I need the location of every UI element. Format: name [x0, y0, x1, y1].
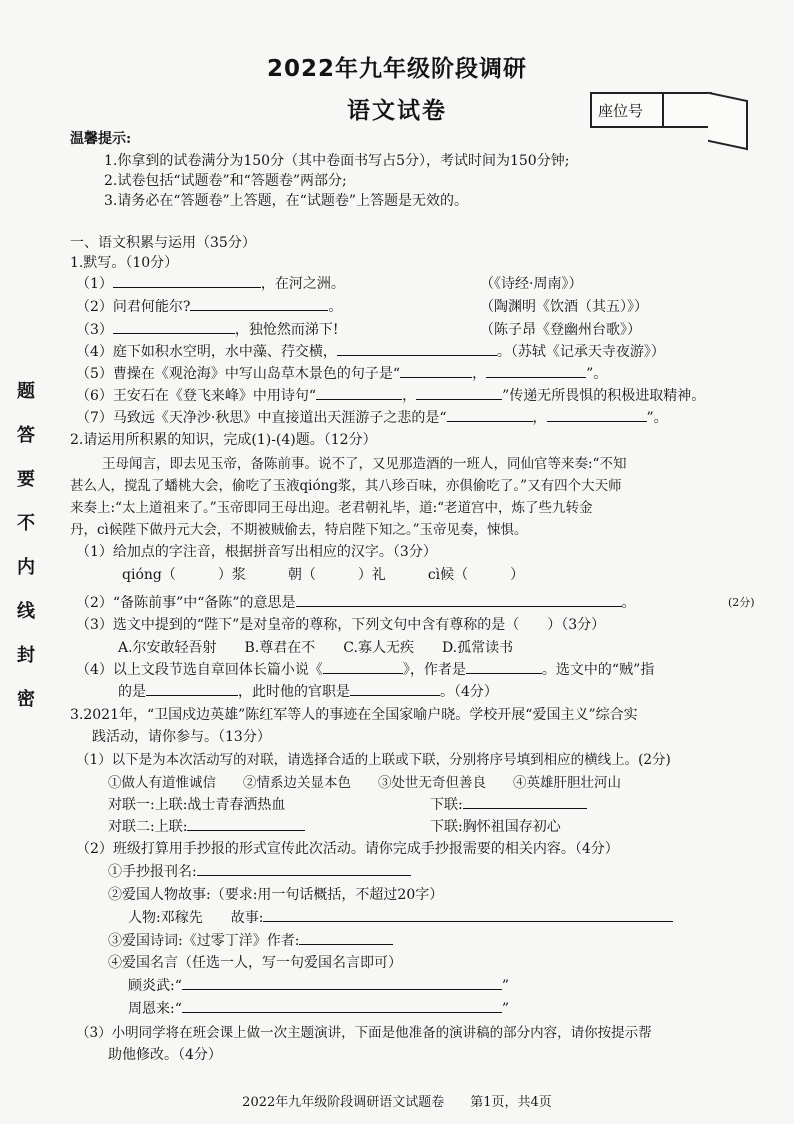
q1-text: ， [472, 366, 487, 382]
q2-sub3-options: A.尔安敢轻吾射 B.尊君在不 C.寡人无疾 D.孤常读书 [118, 640, 514, 656]
q1-line-6: （6）王安石在《登飞来峰》中用诗句“ ， ”传递无所畏惧的积极进取精神。 [76, 388, 706, 404]
seat-number-label: 座位号 [598, 102, 644, 120]
q2-sub2-points: (2分) [728, 596, 755, 609]
answer-blank[interactable] [182, 976, 502, 990]
couplet-2-upper [108, 816, 305, 836]
q3-text: 周恩来:“ [128, 1001, 182, 1017]
answer-blank[interactable] [486, 364, 586, 378]
q2-sub1-blanks[interactable]: qióng（ ）浆 朝（ ）礼 cì候（ ） [122, 567, 525, 583]
answer-blank[interactable] [416, 386, 502, 400]
q2-text: （2）“备陈前事”中“备陈”的意思是 [76, 595, 296, 611]
answer-blank[interactable] [337, 342, 497, 356]
q1-text: （6）王安石在《登飞来峰》中用诗句“ [76, 388, 317, 404]
q2-sub4-cont [118, 681, 498, 701]
section-heading: 一、语文积累与运用（35分） [70, 235, 256, 251]
q2-text: 的是 [118, 684, 146, 700]
margin-char: 要 [17, 469, 35, 490]
q1-source-4: 。（苏轼《记承天寺夜游》） [496, 344, 665, 360]
margin-char: 题 [17, 381, 35, 402]
q1-text: ”。 [646, 410, 668, 426]
q1-text: （7）马致远《天净沙·秋思》中直接道出天涯游子之悲的是“ [76, 410, 447, 426]
answer-blank[interactable] [400, 364, 472, 378]
quote-gu-yanwu [128, 975, 509, 995]
q2-text: 。（4分） [440, 684, 498, 700]
q2-text: ，此时他的官职是 [238, 684, 350, 700]
q3-sub3: （3）小明同学将在班会课上做一次主题演讲，下面是他准备的演讲稿的部分内容，请你按提示帮 [76, 1025, 652, 1041]
patriot-quote-heading: ④爱国名言（任选一人，写一句爱国名言即可） [108, 955, 402, 971]
passage-line: 甚么人，搅乱了蟠桃大会，偷吃了玉液qióng浆，其八珍百味，亦俱偷吃了。”又有四个大天师 [70, 478, 622, 494]
q3-line-1: 3.2021年，“卫国戍边英雄”陈红军等人的事迹在全国家喻户晓。学校开展“爱国主义”综合实 [70, 707, 638, 723]
q3-sub1-options: ①做人有道惟诚信 ②情系边关显本色 ③处世无奇但善良 ④英雄肝胆壮河山 [108, 775, 621, 791]
exam-subtitle: 语文试卷 [347, 98, 447, 124]
q1-line-4 [76, 341, 665, 361]
couplet-1-lower [430, 794, 587, 814]
q1-line-2: （2）问君何能尔? 。 [76, 299, 343, 315]
q2-text: 。 [621, 595, 636, 611]
q2-text: 》，作者是 [402, 662, 466, 678]
answer-blank[interactable] [323, 660, 403, 674]
q1-text: ，独怆然而涕下! [234, 322, 339, 338]
q1-text: ”传递无所畏惧的积极进取精神。 [502, 388, 706, 404]
q3-text: 下联: [430, 797, 463, 813]
answer-blank[interactable] [296, 593, 622, 607]
q3-text: 顾炎武:“ [128, 978, 182, 994]
q1-line-3 [76, 319, 339, 339]
answer-blank[interactable] [466, 660, 542, 674]
q3-text: 人物:邓稼先 故事: [128, 910, 264, 926]
margin-char: 线 [17, 601, 35, 622]
q2-sub4 [76, 659, 654, 679]
q1-text: ”。 [586, 366, 608, 382]
answer-blank[interactable] [299, 931, 393, 945]
margin-char: 内 [17, 557, 35, 578]
margin-char: 封 [17, 645, 35, 666]
seat-divider [662, 94, 664, 126]
q1-line-7 [76, 407, 668, 427]
couplet-1-upper: 对联一:上联:战士青春洒热血 [108, 797, 286, 813]
seat-number-tab [708, 92, 748, 151]
q1-line-1 [76, 273, 345, 293]
q3-text: ” [501, 1001, 510, 1017]
q3-sub1: （1）以下是为本次活动写的对联，请选择合适的上联或下联，分别将序号填到相应的横线上。(2分) [76, 752, 671, 768]
answer-blank[interactable] [146, 682, 238, 696]
passage-line: 来奏上:“太上道祖来了。”玉帝即同王母出迎。老君朝礼毕，道:“老道宫中，炼了些九转金 [70, 500, 593, 516]
q2-sub1: （1）给加点的字注音，根据拼音写出相应的汉字。（3分） [76, 544, 437, 560]
answer-blank[interactable] [447, 408, 533, 422]
passage-line: 王母闻言，即去见玉帝，备陈前事。说不了，又见那造酒的一班人，同仙官等来奏:“不知 [102, 456, 627, 472]
answer-blank[interactable] [113, 320, 235, 334]
q3-text: ①手抄报刊名: [108, 864, 197, 880]
notice-item: 1.你拿到的试卷满分为150分（其中卷面书写占5分），考试时间为150分钟; [104, 153, 570, 169]
answer-blank[interactable] [263, 908, 673, 922]
patriot-poem [108, 930, 393, 950]
couplet-2-lower: 下联:胸怀祖国存初心 [430, 819, 561, 835]
q1-text: （2）问君何能尔? [76, 299, 191, 315]
margin-char: 密 [17, 689, 35, 710]
answer-blank[interactable] [190, 297, 328, 311]
q1-label: （1） [76, 276, 113, 292]
margin-char: 答 [17, 425, 35, 446]
patriot-story [128, 907, 673, 927]
margin-char: 不 [17, 513, 35, 534]
page-footer: 2022年九年级阶段调研语文试题卷 第1页，共4页 [242, 1095, 552, 1110]
q1-text: ， [532, 410, 547, 426]
q2-sub2 [76, 592, 636, 612]
q1-label: （3） [76, 322, 113, 338]
q2-heading: 2.请运用所积累的知识，完成(1)-(4)题。（12分） [70, 432, 377, 448]
q1-source-1: （《诗经·周南》） [480, 276, 583, 292]
answer-blank[interactable] [197, 862, 411, 876]
q3-sub3-cont: 助他修改。（4分） [108, 1047, 222, 1063]
q1-text: （4）庭下如积水空明，水中藻、荇交横， [76, 344, 337, 360]
answer-blank[interactable] [316, 386, 402, 400]
notice-item: 2.试卷包括“试题卷”和“答题卷”两部分; [104, 173, 347, 189]
q3-text: ③爱国诗词:《过零丁洋》作者: [108, 933, 300, 949]
answer-blank[interactable] [182, 999, 502, 1013]
answer-blank[interactable] [463, 795, 587, 809]
answer-blank[interactable] [547, 408, 647, 422]
notice-heading: 温馨提示: [70, 131, 132, 147]
q2-sub3: （3）选文中提到的“陛下”是对皇帝的尊称，下列文句中含有尊称的是（ ）（3分） [76, 617, 606, 633]
newspaper-name [108, 861, 411, 881]
q3-text: ” [501, 978, 510, 994]
answer-blank[interactable] [113, 274, 261, 288]
q1-text: （5）曹操在《观沧海》中写山岛草木景色的句子是“ [76, 366, 401, 382]
q1-text: ，在河之洲。 [260, 276, 345, 292]
q1-source-3: （陈子昂《登幽州台歌》） [480, 322, 641, 338]
q1-line-5 [76, 363, 607, 383]
exam-title: 2022年九年级阶段调研 [266, 56, 527, 82]
q2-text: （4）以上文段节选自章回体长篇小说《 [76, 662, 323, 678]
q3-line-2: 践活动，请你参与。（13分） [92, 729, 271, 745]
q2-text: 。选文中的“贼”指 [541, 662, 655, 678]
patriot-story-heading: ②爱国人物故事:（要求:用一句话概括，不超过20字） [108, 887, 444, 903]
answer-blank[interactable] [187, 817, 305, 831]
q1-source-2: （陶渊明《饮酒（其五）》） [480, 299, 648, 315]
answer-blank[interactable] [350, 682, 440, 696]
q1-heading: 1.默写。（10分） [70, 255, 179, 271]
passage-line: 丹，cì候陛下做丹元大会，不期被贼偷去，特启陛下知之。”玉帝见奏，悚惧。 [70, 522, 528, 538]
seat-number-box[interactable] [590, 92, 712, 128]
notice-item: 3.请务必在“答题卷”上答题，在“试题卷”上答题是无效的。 [104, 193, 468, 209]
quote-zhou-enlai [128, 998, 509, 1018]
q3-sub2: （2）班级打算用手抄报的形式宣传此次活动。请你完成手抄报需要的相关内容。（4分） [76, 841, 619, 857]
q3-text: 对联二:上联: [108, 819, 188, 835]
seal-line-notice [14, 380, 38, 712]
